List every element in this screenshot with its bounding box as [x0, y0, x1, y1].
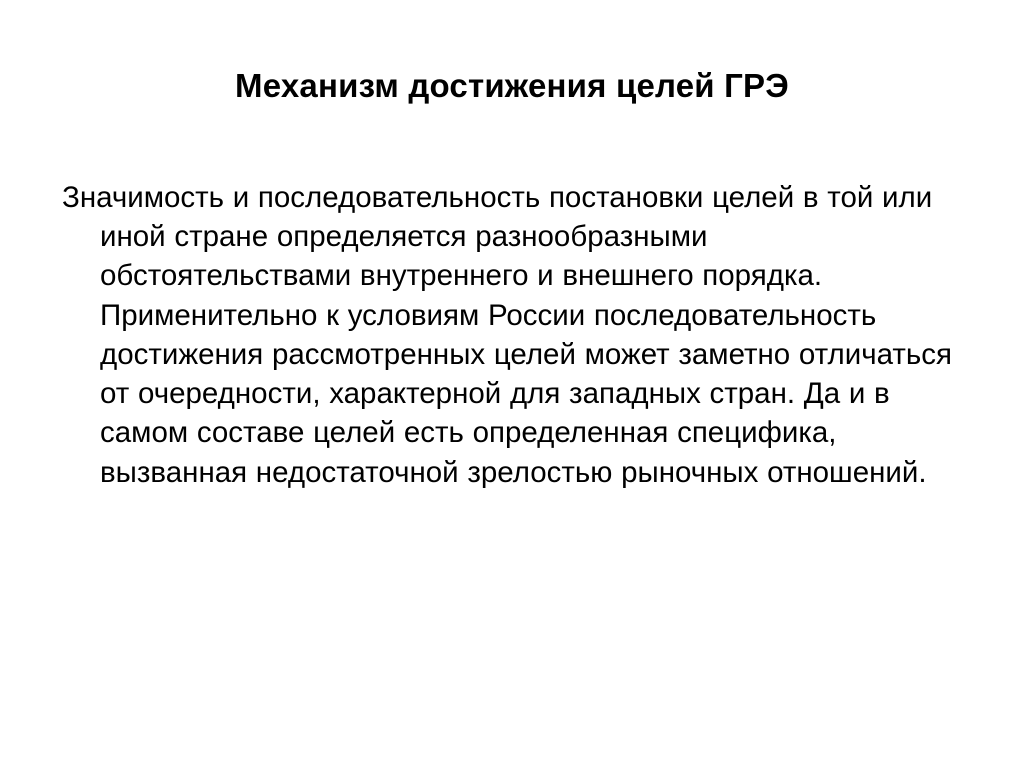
page-title: Механизм достижения целей ГРЭ	[235, 67, 789, 105]
slide-body	[62, 178, 962, 492]
body-paragraph: Значимость и последовательность постановки целей в той или иной стране определяется разнообразными обстоятельствами внутреннего и внешнего порядка. Применительно к условиям России последовательность достижения рассмотренных целей может заметно отличаться от очередности, характерной для западных стран. Да и в самом составе целей есть определенная специфика, вызванная недостаточной зрелостью рыночных отношений.	[62, 181, 952, 489]
